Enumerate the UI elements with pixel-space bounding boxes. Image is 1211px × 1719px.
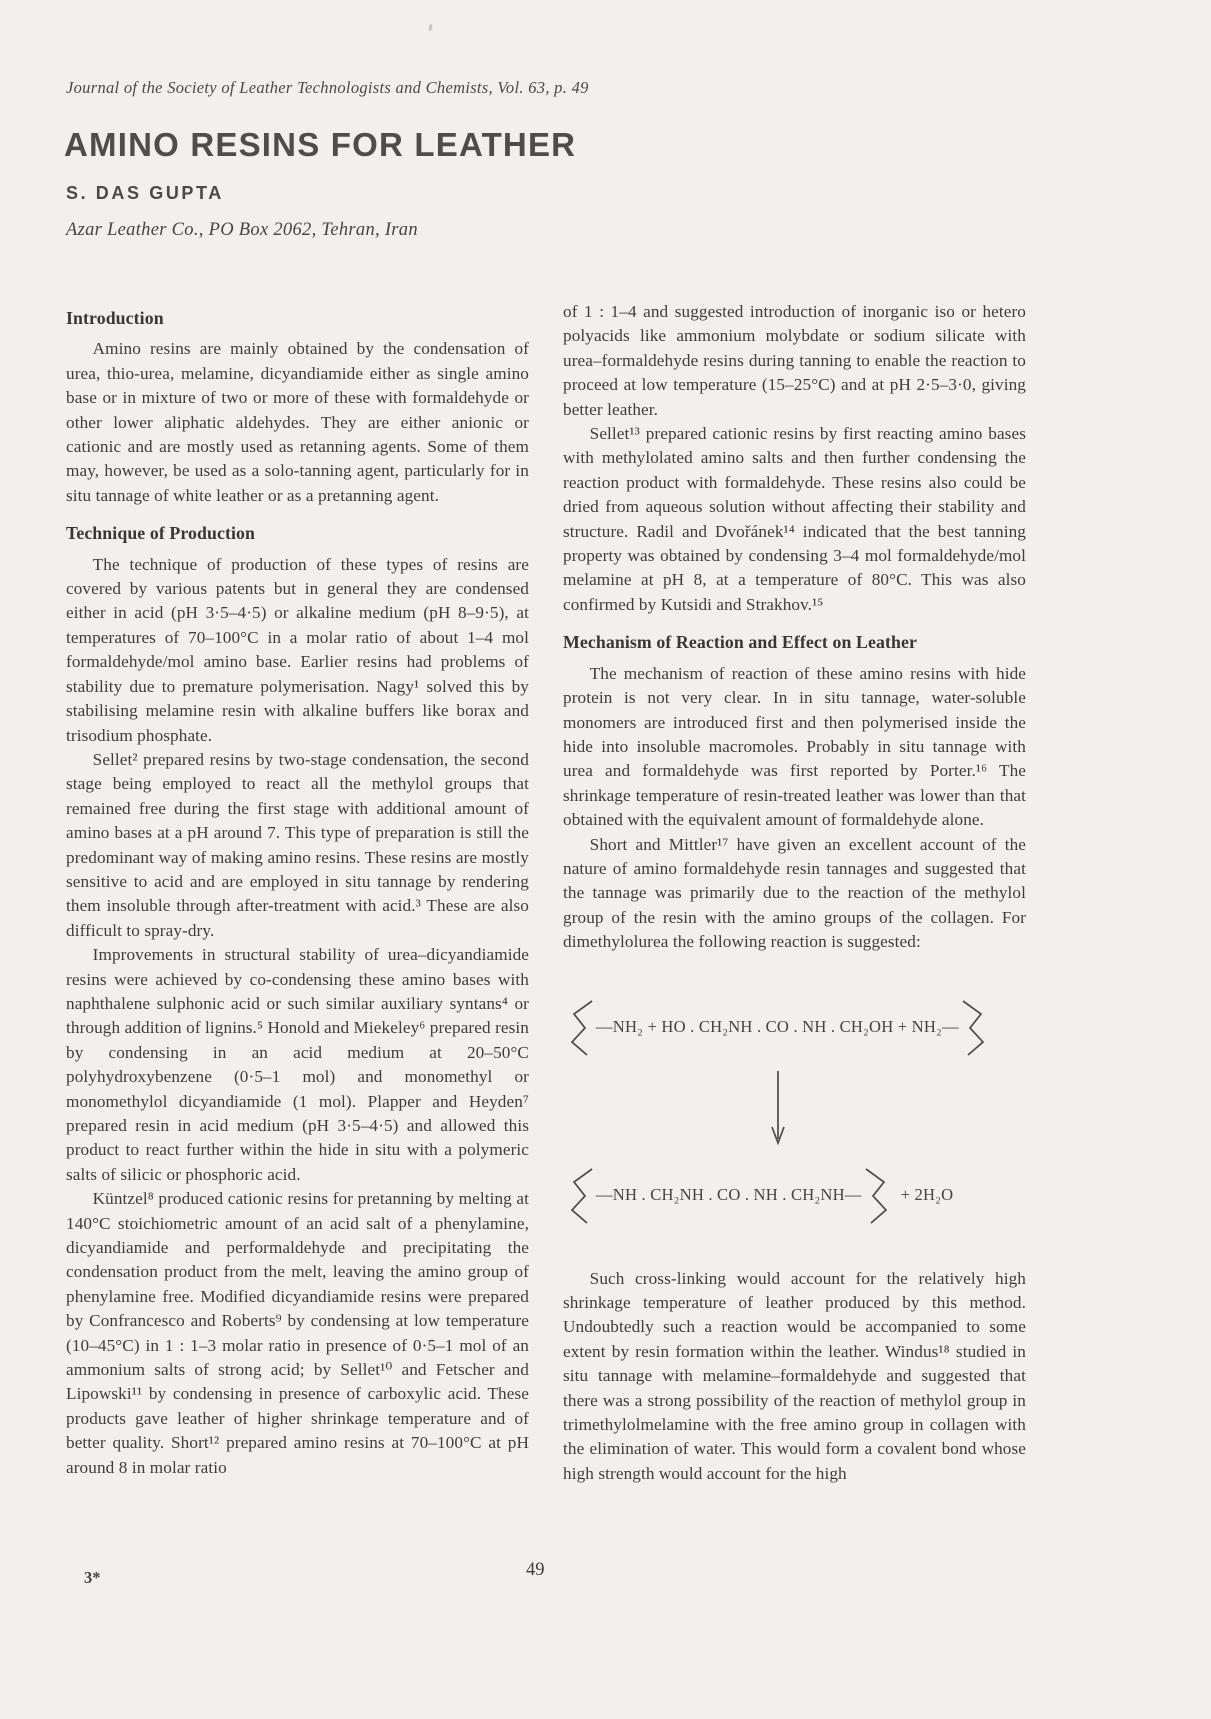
paragraph-technique-2: Sellet² prepared resins by two-stage condensation, the second stage being employed to react all the methylol groups that remained free during the first stage with additional amount of amino bases at a pH around 7. This type of preparation is still the predominant way of making amino resins. These resins are mostly sensitive to acid and are employed in situ tannage by rendering them insoluble through after-treatment with acid.³ These are also difficult to spray-dry. bbox=[66, 749, 529, 940]
section-heading-mechanism: Mechanism of Reaction and Effect on Leather bbox=[563, 632, 917, 653]
scan-artifact bbox=[428, 24, 432, 31]
reaction-scheme bbox=[563, 999, 1026, 1225]
collagen-chain-icon bbox=[569, 999, 595, 1057]
products-formula: —NH . CH₂NH . CO . NH . CH₂NH— bbox=[596, 1185, 862, 1205]
paragraph-technique-3: Improvements in structural stability of urea–dicyandiamide resins were achieved by co-condensing these amino bases with naphthalene sulphonic acid or such similar auxiliary syntans⁴ or through addition of lignins.⁵ Honold and Miekeley⁶ prepared resin by condensing in an acid medium at 20–50°C polyhydroxybenzene (0·5–1 mol) and monomethyl or monomethylol dicyandiamide (1 mol). Plapper and Heyden⁷ prepared resin in acid medium (pH 3·5–4·5) and allowed this product to react further within the hide in situ with a polymeric salts of silicic or phosphoric acid. bbox=[66, 945, 529, 1184]
collagen-chain-icon bbox=[569, 1167, 595, 1225]
collagen-chain-icon bbox=[960, 999, 986, 1057]
reactants-formula: —NH₂ + HO . CH₂NH . CO . NH . CH₂OH + NH₂— bbox=[596, 1017, 959, 1037]
paragraph-technique-1: The technique of production of these types of resins are covered by various patents but in general they are condensed either in acid (pH 3·5–4·5) or alkaline medium (pH 8–9·5), at temperatures of 70–100°C in a molar ratio of about 1–4 mol formaldehyde/mol amino base. Earlier resins had problems of stability due to premature polymerisation. Nagy¹ solved this by stabilising melamine resin with alkaline buffers like borax and trisodium phosphate. bbox=[66, 554, 529, 745]
paragraph-introduction: Amino resins are mainly obtained by the condensation of urea, thio-urea, melamine, dicyandiamide either as single amino base or in mixture of two or more of these with formaldehyde or other lower aliphatic aldehydes. They are either anionic or cationic and are mostly used as retanning agents. Some of them may, however, be used as a solo-tanning agent, particularly for in situ tannage of white leather or as a pretanning agent. bbox=[66, 339, 529, 505]
paragraph-mechanism-1: The mechanism of reaction of these amino resins with hide protein is not very clear. In in situ tannage, water-soluble monomers are introduced first and then polymerised inside the hide into insoluble macromoles. Probably in situ tannage with urea and formaldehyde was first reported by Porter.¹⁶ The shrinkage temperature of resin-treated leather was lower than that obtained with the equivalent amount of formaldehyde alone. bbox=[563, 663, 1026, 830]
paragraph-technique-4: Küntzel⁸ produced cationic resins for pretanning by melting at 140°C stoichiometric amount of an acid salt of a phenylamine, dicyandiamide and performaldehyde and precipitating the condensation product from the melt, leaving the amino group of phenylamine free. Modified dicyandiamide resins were prepared by Confrancesco and Roberts⁹ by condensing at low temperature (10–45°C) in 1 : 1–3 molar ratio in presence of 0·5–1 mol of an ammonium salts of strong acid; by Sellet¹⁰ and Fetscher and Lipowski¹¹ by condensing in presence of carboxylic acid. These products gave leather of higher shrinkage temperature and of better quality. Short¹² prepared amino resins at 70–100°C at pH around 8 in molar ratio bbox=[66, 1189, 529, 1477]
left-column bbox=[66, 306, 529, 1480]
down-arrow-icon bbox=[768, 1069, 788, 1153]
journal-header-line: Journal of the Society of Leather Technologists and Chemists, Vol. 63, p. 49 bbox=[66, 78, 589, 97]
signature-mark: 3* bbox=[84, 1568, 101, 1587]
reaction-products-row bbox=[569, 1167, 1026, 1225]
byproduct-formula: + 2H₂O bbox=[900, 1185, 954, 1205]
section-heading-introduction: Introduction bbox=[66, 308, 164, 328]
section-heading-technique-of-production: Technique of Production bbox=[66, 523, 256, 544]
paragraph-mechanism-2: Short and Mittler¹⁷ have given an excellent account of the nature of amino formaldehyde resin tannages and suggested that the tannage was primarily due to the reaction of the methylol group of the resin with the amino groups of the collagen. For dimethylolurea the following reaction is suggested: bbox=[563, 834, 1026, 952]
page-number: 49 bbox=[526, 1560, 545, 1580]
paragraph-sellet-cationic: Sellet¹³ prepared cationic resins by first reacting amino bases with methylolated amino salts and then further condensing the reaction product with formaldehyde. These resins also could be dried from aqueous solution without affecting their stability and structure. Radil and Dvořánek¹⁴ indicated that the best tanning property was obtained by condensing 3–4 mol formaldehyde/mol melamine at pH 8, at a temperature of 80°C. This was also confirmed by Kutsidi and Strakhov.¹⁵ bbox=[563, 424, 1026, 614]
author-affiliation: Azar Leather Co., PO Box 2062, Tehran, Iran bbox=[66, 220, 418, 240]
reaction-reactants-row bbox=[569, 999, 1026, 1057]
paragraph-crosslinking: Such cross-linking would account for the relatively high shrinkage temperature of leather produced by this method. Undoubtedly such a reaction would be accompanied to some extent by resin formation within the leather. Windus¹⁸ studied in situ tannage with melamine–formaldehyde and suggested that there was a strong possibility of the reaction of methylol group in trimethylolmelamine with the free amino group in collagen with the elimination of water. This would form a covalent bond whose high strength would account for the high bbox=[563, 1268, 1026, 1483]
right-column bbox=[563, 300, 1026, 1486]
article-title: AMINO RESINS FOR LEATHER bbox=[64, 126, 577, 163]
collagen-chain-icon bbox=[863, 1167, 889, 1225]
reaction-arrow bbox=[569, 1065, 986, 1157]
author-name: S. DAS GUPTA bbox=[66, 183, 224, 203]
paragraph-continuation: of 1 : 1–4 and suggested introduction of inorganic iso or hetero polyacids like ammonium molybdate or sodium silicate with urea–formaldehyde resins during tanning to enable the reaction to proceed at low temperature (15–25°C) and at pH 2·5–3·0, giving better leather. bbox=[563, 302, 1026, 419]
